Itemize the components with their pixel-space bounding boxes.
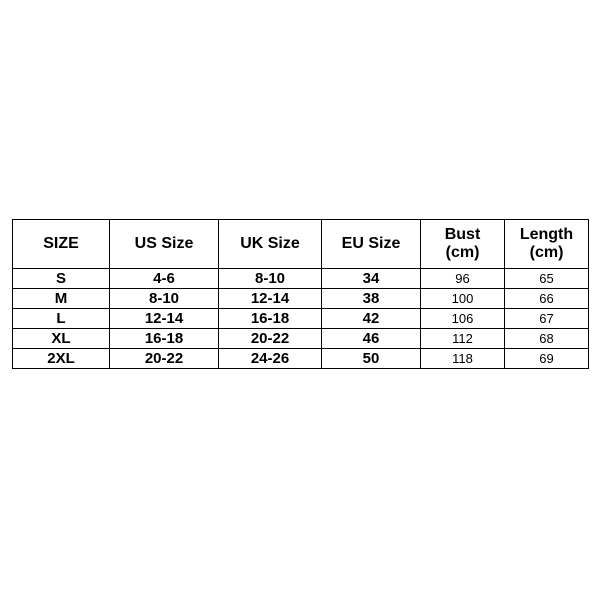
cell-length: 68 [505, 329, 589, 349]
cell-eu-size: 42 [322, 309, 421, 329]
cell-uk-size: 12-14 [219, 289, 322, 309]
cell-size: 2XL [13, 349, 110, 369]
column-header-size-label: SIZE [43, 234, 79, 252]
column-header-uk-size [219, 220, 322, 269]
cell-length: 66 [505, 289, 589, 309]
cell-size: XL [13, 329, 110, 349]
column-header-bust [421, 220, 505, 269]
size-chart-table [12, 219, 589, 369]
cell-length: 67 [505, 309, 589, 329]
cell-uk-size: 16-18 [219, 309, 322, 329]
column-header-bust-unit: (cm) [445, 244, 480, 261]
cell-bust: 100 [421, 289, 505, 309]
cell-bust: 106 [421, 309, 505, 329]
column-header-size [13, 220, 110, 269]
column-header-us-size [110, 220, 219, 269]
column-header-us-size-label: US Size [134, 234, 194, 252]
column-header-length-unit: (cm) [529, 244, 564, 261]
table-body [13, 269, 589, 369]
cell-eu-size: 46 [322, 329, 421, 349]
cell-length: 69 [505, 349, 589, 369]
cell-uk-size: 8-10 [219, 269, 322, 289]
cell-size: M [13, 289, 110, 309]
cell-size: S [13, 269, 110, 289]
cell-us-size: 8-10 [110, 289, 219, 309]
cell-eu-size: 50 [322, 349, 421, 369]
table-row [13, 309, 589, 329]
cell-us-size: 16-18 [110, 329, 219, 349]
cell-uk-size: 24-26 [219, 349, 322, 369]
cell-us-size: 20-22 [110, 349, 219, 369]
cell-us-size: 4-6 [110, 269, 219, 289]
cell-eu-size: 38 [322, 289, 421, 309]
table-row [13, 289, 589, 309]
table-row [13, 269, 589, 289]
cell-eu-size: 34 [322, 269, 421, 289]
cell-bust: 96 [421, 269, 505, 289]
cell-length: 65 [505, 269, 589, 289]
cell-bust: 118 [421, 349, 505, 369]
cell-bust: 112 [421, 329, 505, 349]
cell-us-size: 12-14 [110, 309, 219, 329]
column-header-length-label: Length [519, 225, 574, 243]
column-header-eu-size [322, 220, 421, 269]
table-header [13, 220, 589, 269]
size-chart-container [12, 219, 588, 369]
column-header-length [505, 220, 589, 269]
column-header-eu-size-label: EU Size [341, 234, 401, 252]
cell-uk-size: 20-22 [219, 329, 322, 349]
column-header-uk-size-label: UK Size [240, 234, 300, 252]
cell-size: L [13, 309, 110, 329]
column-header-bust-label: Bust [444, 225, 481, 243]
table-header-row [13, 220, 589, 269]
table-row [13, 329, 589, 349]
table-row [13, 349, 589, 369]
